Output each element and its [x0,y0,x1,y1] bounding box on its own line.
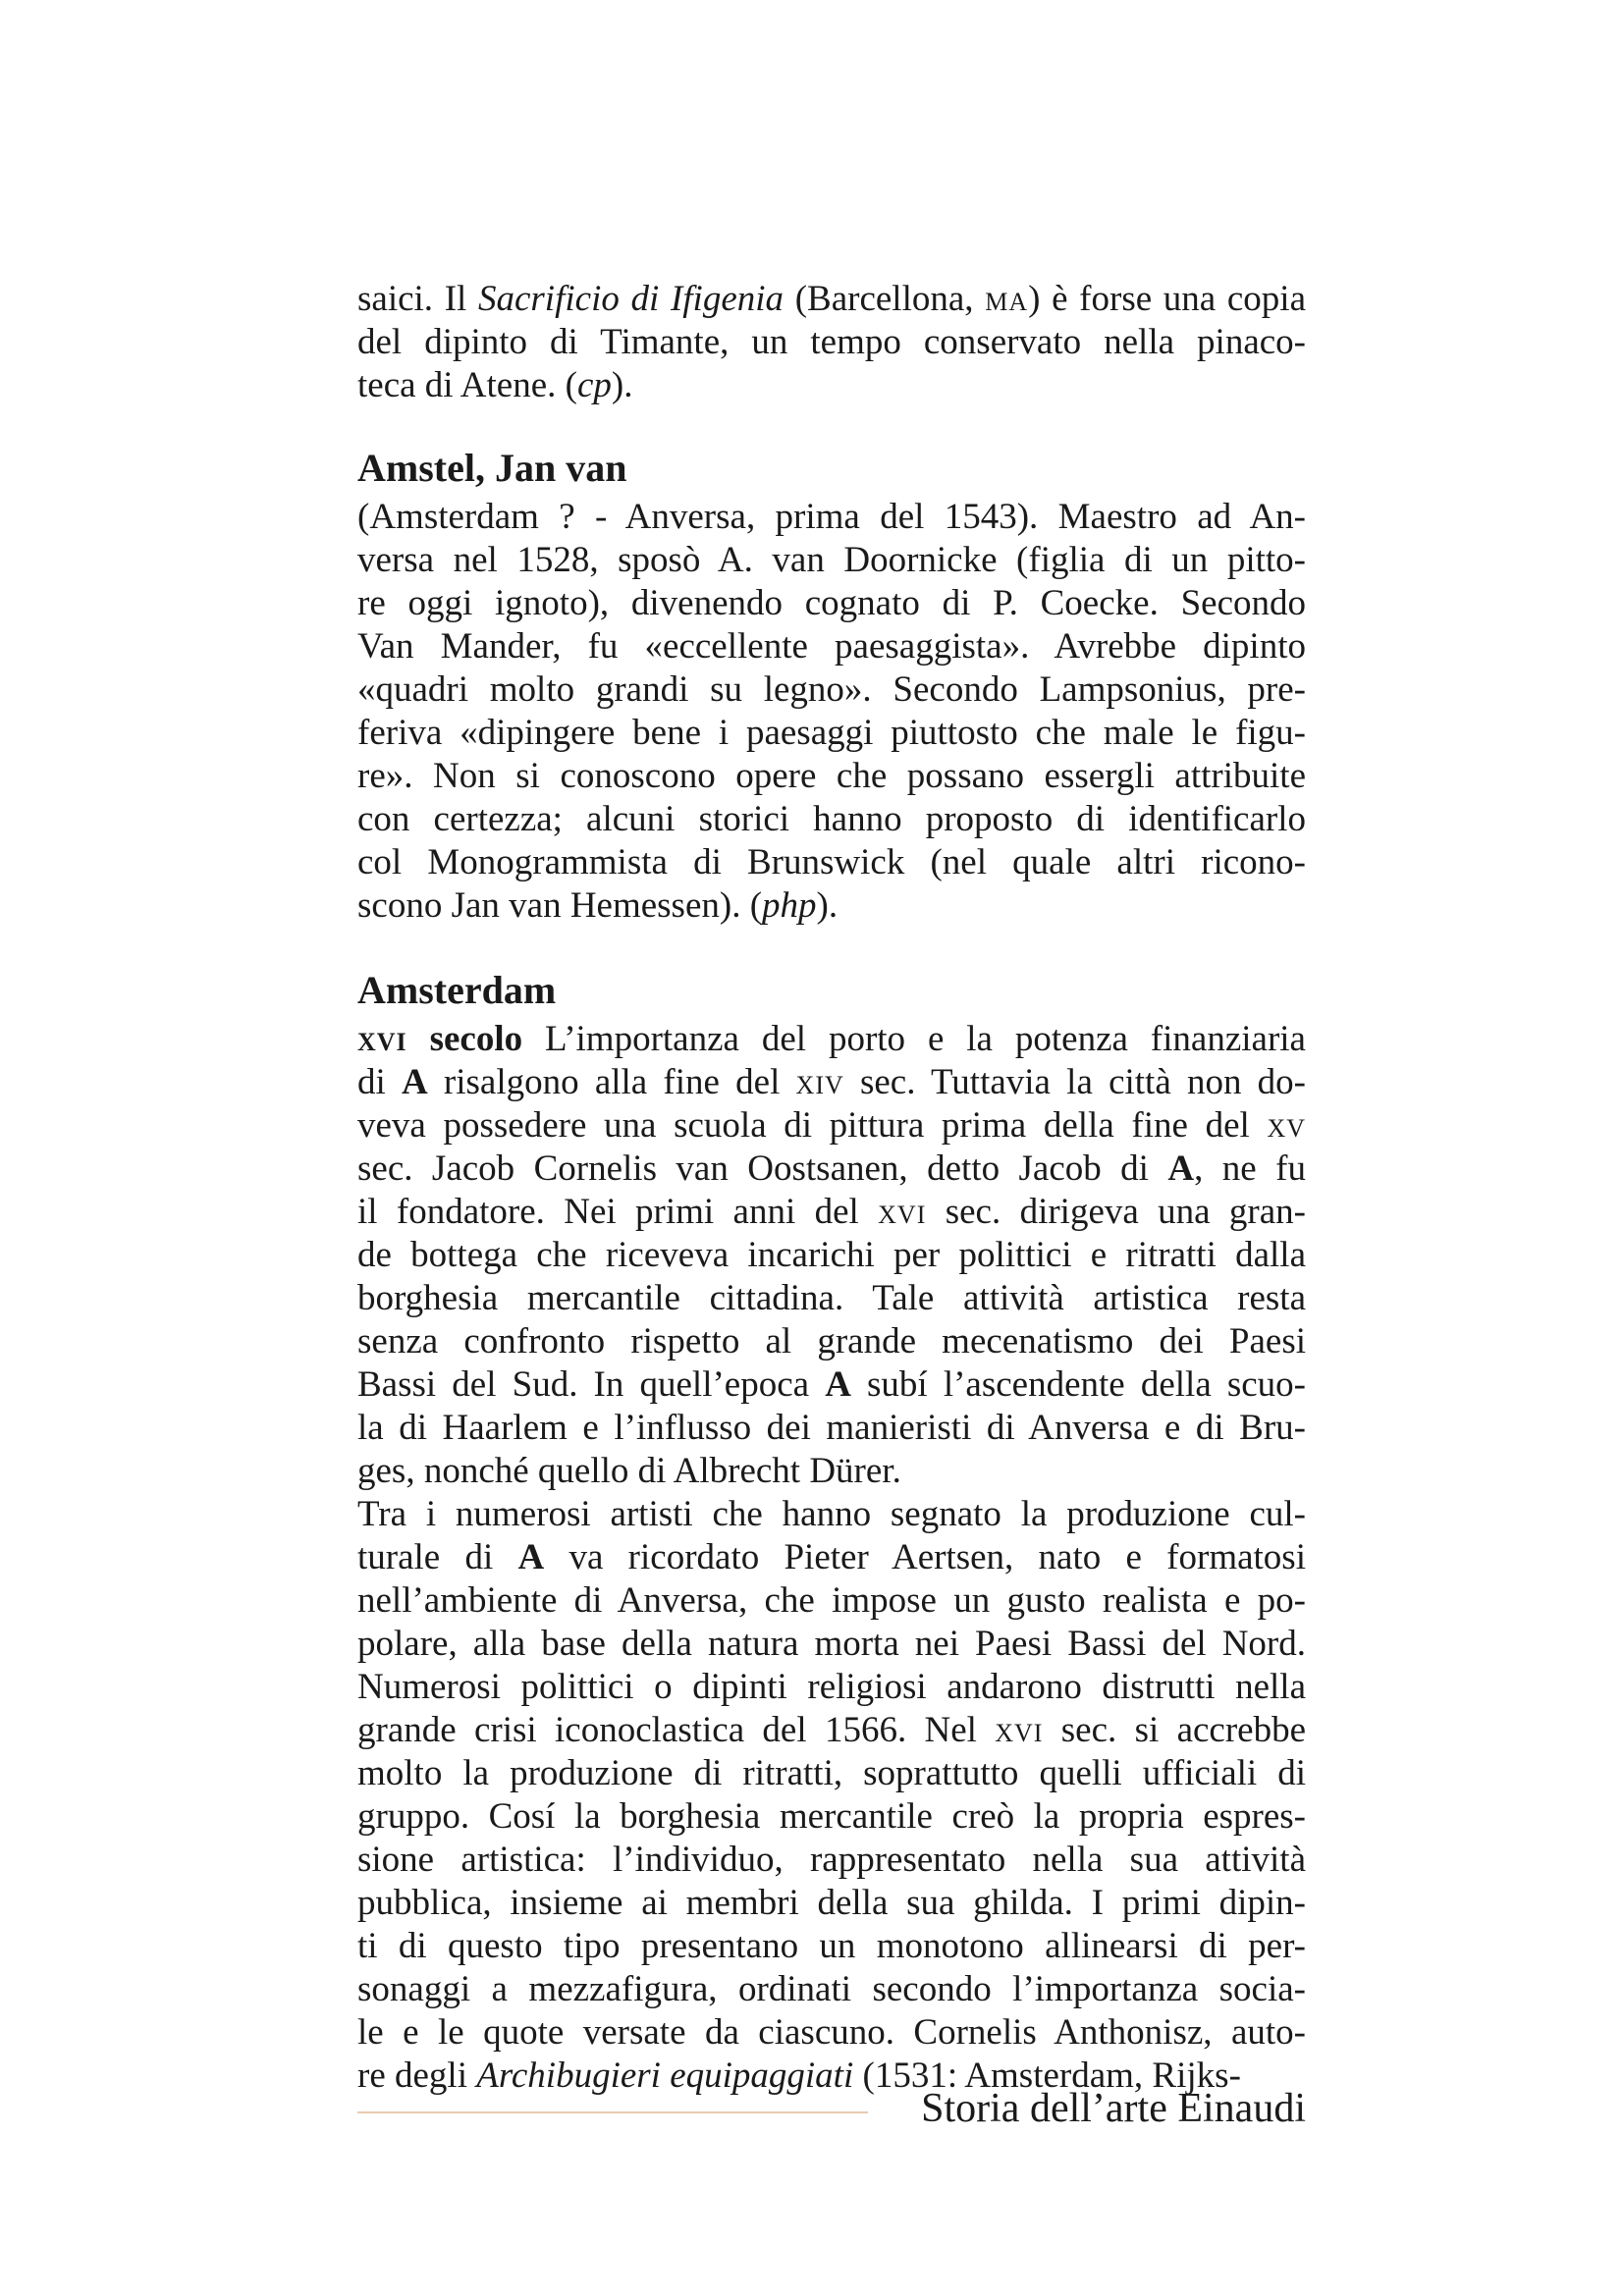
text-line: «quadri molto grandi su legno». Secondo Lampsonius, pre- [357,669,1306,710]
footer-title: Storia dell’arte Einaudi [921,2086,1306,2131]
text-line: grande crisi iconoclastica del 1566. Nel xvi sec. si accrebbe [357,1710,1307,1750]
bold-text: secolo [406,1019,523,1059]
text-line: ges, nonché quello di Albrecht Dürer. [357,1451,901,1491]
text-line: ti di questo tipo presentano un monotono allinearsi di per- [357,1926,1306,1966]
small-caps-text: xv [1267,1105,1306,1146]
text-line: veva possedere una scuola di pittura prima della fine del xv [357,1105,1306,1146]
bold-text: A [1167,1148,1195,1189]
amsterdam-paragraph-2 [357,1493,1306,2098]
text-line: scono Jan van Hemessen). (php). [357,885,839,926]
text-line: polare, alla base della natura morta nei Paesi Bassi del Nord. [357,1624,1306,1664]
italic-text: php [762,885,817,926]
text-line: re». Non si conoscono opere che possano essergli attribuite [357,756,1306,796]
amsterdam-section-xvi [357,1018,1306,1493]
entry-title-amstel: Amstel, Jan van [357,446,627,490]
entry-title-amsterdam: Amsterdam [357,968,557,1012]
intro-paragraph [357,278,1306,407]
italic-text: cp [576,365,612,405]
page-body [357,278,1306,2098]
text-line: Tra i numerosi artisti che hanno segnato la produzione cul- [357,1494,1306,1534]
text-line: saici. Il Sacrificio di Ifigenia (Barcellona, ma) è forse una copia [357,279,1307,319]
text-line: sec. Jacob Cornelis van Oostsanen, detto Jacob di A, ne fu [357,1148,1306,1189]
text-line: feriva «dipingere bene i paesaggi piuttosto che male le figu- [357,713,1306,753]
bold-text: A [401,1062,428,1102]
text-line: re oggi ignoto), divenendo cognato di P. Coecke. Secondo [357,583,1306,623]
text-line: sonaggi a mezzafigura, ordinati secondo l’importanza socia- [357,1969,1306,2009]
text-line: molto la produzione di ritratti, soprattutto quelli ufficiali di [357,1753,1306,1793]
text-line: turale di A va ricordato Pieter Aertsen, nato e formatosi [357,1537,1306,1577]
text-line: Bassi del Sud. In quell’epoca A subí l’ascendente della scuo- [357,1364,1306,1405]
amstel-paragraph [357,496,1306,928]
text-line: gruppo. Cosí la borghesia mercantile creò la propria espres- [357,1796,1306,1837]
italic-text: Archibugieri equipaggiati [476,2056,854,2096]
text-line: sione artistica: l’individuo, rappresentato nella sua attività [357,1840,1306,1880]
text-line: re degli Archibugieri equipaggiati (1531: Amsterdam, Rijks- [357,2056,1241,2096]
text-line: Van Mander, fu «eccellente paesaggista». Avrebbe dipinto [357,626,1306,667]
text-line: il fondatore. Nei primi anni del xvi sec. dirigeva una gran- [357,1192,1306,1232]
text-line: di A risalgono alla fine del xiv sec. Tuttavia la città non do- [357,1062,1306,1102]
text-line: senza confronto rispetto al grande mecenatismo dei Paesi [357,1321,1306,1362]
bold-text: A [517,1537,545,1577]
text-line: de bottega che riceveva incarichi per polittici e ritratti dalla [357,1235,1306,1275]
text-line: col Monogrammista di Brunswick (nel quale altri ricono- [357,842,1306,882]
small-caps-text: xvi [878,1192,927,1232]
bold-text: A [825,1364,851,1405]
text-line: teca di Atene. (cp). [357,365,633,405]
text-line: del dipinto di Timante, un tempo conservato nella pinaco- [357,322,1306,362]
text-line: versa nel 1528, sposò A. van Doornicke (figlia di un pitto- [357,540,1306,580]
small-caps-text: xvi [995,1710,1044,1750]
text-line: con certezza; alcuni storici hanno proposto di identificarlo [357,799,1306,839]
text-line: Numerosi polittici o dipinti religiosi andarono distrutti nella [357,1667,1306,1707]
text-line: xvi secolo L’importanza del porto e la potenza finanziaria [357,1019,1306,1059]
text-line: le e le quote versate da ciascuno. Cornelis Anthonisz, auto- [357,2012,1306,2053]
footer-rule [357,2111,868,2113]
small-caps-text: xiv [795,1062,844,1102]
text-line: la di Haarlem e l’influsso dei manieristi di Anversa e di Bru- [357,1408,1306,1448]
text-line: pubblica, insieme ai membri della sua ghilda. I primi dipin- [357,1883,1306,1923]
section-label: xvi [357,1019,407,1059]
text-line: (Amsterdam ? - Anversa, prima del 1543). Maestro ad An- [357,497,1306,537]
text-line: nell’ambiente di Anversa, che impose un gusto realista e po- [357,1580,1306,1621]
small-caps-text: ma [985,279,1029,319]
text-line: borghesia mercantile cittadina. Tale attività artistica resta [357,1278,1306,1318]
italic-text: Sacrificio di Ifigenia [477,279,784,319]
